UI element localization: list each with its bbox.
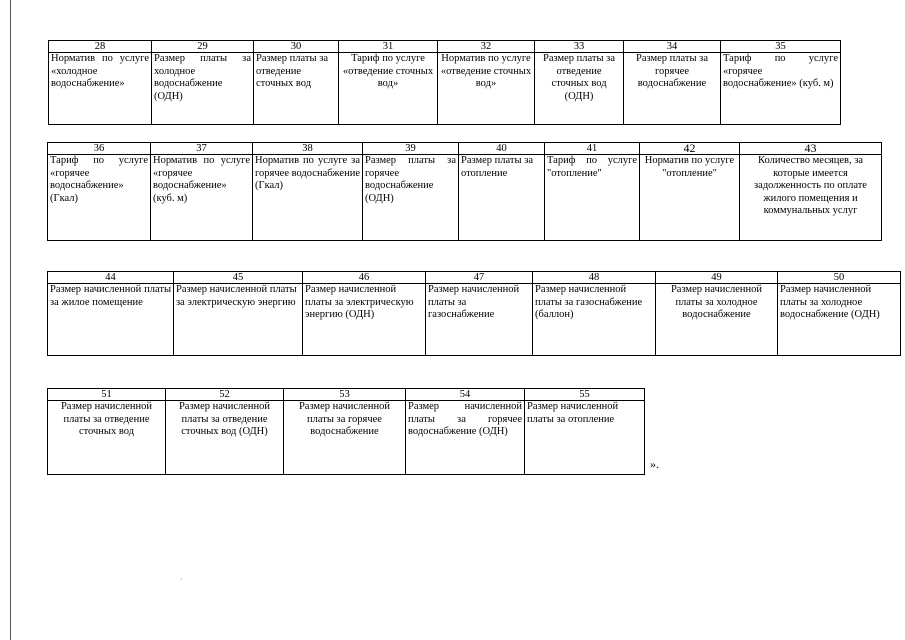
column-header: Норматив по услуге «отведение сточных вод» <box>438 53 535 125</box>
column-number: 37 <box>151 143 253 155</box>
column-number: 35 <box>721 41 841 53</box>
column-header: Норматив по услуге "отопление" <box>640 155 740 241</box>
column-number: 51 <box>48 389 166 401</box>
table-columns-51-55 <box>47 388 645 475</box>
page-left-border <box>0 0 11 640</box>
column-number: 46 <box>303 272 426 284</box>
column-number: 39 <box>363 143 459 155</box>
column-header: Тариф по услуге «отведение сточных вод» <box>339 53 438 125</box>
column-header: Тариф по услуге «горячее водоснабжение» (куб. м) <box>721 53 841 125</box>
column-numbers-row <box>48 143 882 155</box>
column-header: Норматив по услуге «горячее водоснабжение» (куб. м) <box>151 155 253 241</box>
column-number: 43 <box>740 143 882 155</box>
column-header: Размер платы за отведение сточных вод <box>254 53 339 125</box>
column-header: Размер платы за горячее водоснабжение (ОДН) <box>363 155 459 241</box>
column-number: 55 <box>525 389 645 401</box>
column-header: Размер начисленной платы за электрическую энергию (ОДН) <box>303 284 426 356</box>
column-header: Размер начисленной платы за горячее водоснабжение <box>284 401 406 475</box>
table-columns-28-35 <box>48 40 841 125</box>
column-number: 31 <box>339 41 438 53</box>
column-header: Размер начисленной платы за газоснабжение <box>426 284 533 356</box>
column-number: 28 <box>49 41 152 53</box>
column-header: Размер начисленной платы за отопление <box>525 401 645 475</box>
column-header: Размер начисленной платы за холодное водоснабжение (ОДН) <box>778 284 901 356</box>
column-number: 53 <box>284 389 406 401</box>
column-header: Количество месяцев, за которые имеется задолженность по оплате жилого помещения и коммунальных услуг <box>740 155 882 241</box>
column-headers-row <box>48 155 882 241</box>
column-header: Размер платы за отопление <box>459 155 545 241</box>
table-columns-36-43 <box>47 142 882 241</box>
column-header: Размер начисленной платы за газоснабжение (баллон) <box>533 284 656 356</box>
column-headers-row <box>48 284 901 356</box>
closing-quote-mark: ». <box>650 457 659 471</box>
column-number: 54 <box>406 389 525 401</box>
column-number: 32 <box>438 41 535 53</box>
column-numbers-row <box>48 272 901 284</box>
column-number: 48 <box>533 272 656 284</box>
column-number: 44 <box>48 272 174 284</box>
column-header: Тариф по услуге "отопление" <box>545 155 640 241</box>
column-number: 30 <box>254 41 339 53</box>
column-header: Размер начисленной платы за жилое помещение <box>48 284 174 356</box>
column-number: 33 <box>535 41 624 53</box>
column-header: Размер начисленной платы за горячее водоснабжение (ОДН) <box>406 401 525 475</box>
column-number: 45 <box>174 272 303 284</box>
column-header: Норматив по услуге за горячее водоснабжение (Гкал) <box>253 155 363 241</box>
column-number: 52 <box>166 389 284 401</box>
column-header: Размер платы за холодное водоснабжение (ОДН) <box>152 53 254 125</box>
column-header: Размер начисленной платы за электрическую энергию <box>174 284 303 356</box>
column-numbers-row <box>49 41 841 53</box>
column-number: 40 <box>459 143 545 155</box>
column-headers-row <box>49 53 841 125</box>
column-number: 41 <box>545 143 640 155</box>
column-headers-row <box>48 401 645 475</box>
column-header: Размер платы за горячее водоснабжение <box>624 53 721 125</box>
column-header: Размер платы за отведение сточных вод (ОДН) <box>535 53 624 125</box>
column-header: Норматив по услуге «холодное водоснабжение» <box>49 53 152 125</box>
column-header: Размер начисленной платы за отведение сточных вод <box>48 401 166 475</box>
column-header: Размер начисленной платы за холодное водоснабжение <box>656 284 778 356</box>
table-columns-44-50 <box>47 271 901 356</box>
column-number: 34 <box>624 41 721 53</box>
column-number: 29 <box>152 41 254 53</box>
column-header: Тариф по услуге «горячее водоснабжение» (Гкал) <box>48 155 151 241</box>
column-number: 36 <box>48 143 151 155</box>
column-header: Размер начисленной платы за отведение сточных вод (ОДН) <box>166 401 284 475</box>
column-number: 42 <box>640 143 740 155</box>
column-number: 49 <box>656 272 778 284</box>
scan-speck: · <box>180 575 183 584</box>
column-numbers-row <box>48 389 645 401</box>
column-number: 47 <box>426 272 533 284</box>
column-number: 38 <box>253 143 363 155</box>
column-number: 50 <box>778 272 901 284</box>
